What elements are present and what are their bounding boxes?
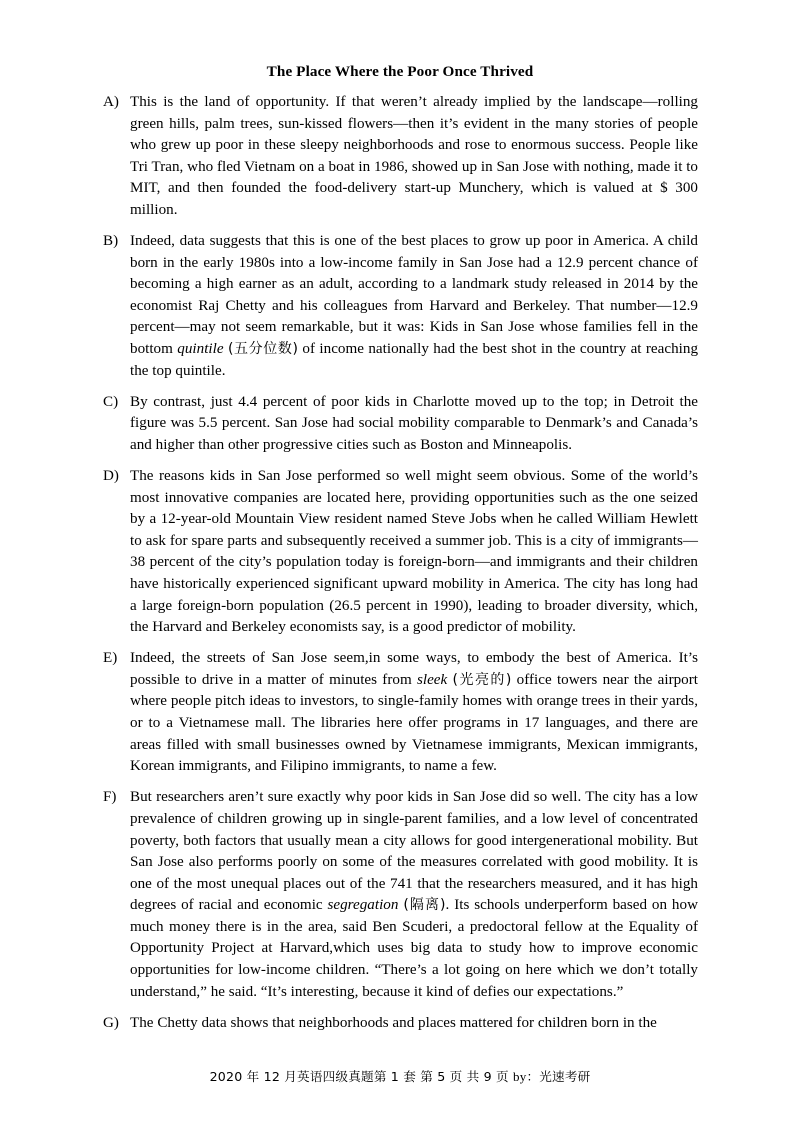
paragraph-label-b: B) <box>103 233 119 250</box>
chinese-gloss-segregation: (隔离) <box>403 897 446 914</box>
paragraph-text-e <box>130 648 698 778</box>
paragraph-text-d: The reasons kids in San Jose performed so well might seem obvious. Some of the world’s most innovative companies are located here, providing opportunities such as the one seized by a 12-year-old Mountain View resident named Steve Jobs when he called William Hewlett to ask for spare parts and subsequently received a summer job. This is a city of immigrants—38 percent of the city’s population today is foreign-born—and immigrants and their children have historically experienced significant upward mobility in America. The city has long had a large foreign-born population (26.5 percent in 1990), leading to broader diversity, which, the Harvard and Berkeley economists say, is a good predictor of mobility. <box>130 468 698 636</box>
page-title: The Place Where the Poor Once Thrived <box>266 63 534 80</box>
paragraph-b-text-after: of income nationally had the best shot in the country at reaching the top quintile. <box>130 341 699 379</box>
passage-paragraph-c <box>103 392 698 457</box>
paragraph-f-text-before: But researchers aren’t sure exactly why poor kids in San Jose did so well. The city has a low prevalence of children growing up in single-parent families, and a low level of concentrated poverty, both factors that usually mean a city allows for good intergenerational mobility. But San Jose also performs poorly on some of the measures correlated with good mobility. It is one of the most unequal places out of the 741 that the researchers measured, and it has high degrees of racial and economic <box>130 789 698 914</box>
paragraph-text-c: By contrast, just 4.4 percent of poor kids in Charlotte moved up to the top; in Detroit the figure was 5.5 percent. San Jose had social mobility comparable to Denmark’s and Canada’s and higher than other progressive cities such as Boston and Minneapolis. <box>130 393 698 453</box>
paragraph-b-text-before: Indeed, data suggests that this is one of the best places to grow up poor in America. A child born in the early 1980s into a low-income family in San Jose had a 12.9 percent chance of becoming a high earner as an adult, according to a landmark study released in 2014 by the economist Raj Chetty and his colleagues from Harvard and Berkeley. That number—12.9 percent—may not seem remarkable, but it was: Kids in San Jose whose families fell in the bottom <box>130 233 698 358</box>
paragraph-text-b <box>130 231 698 382</box>
paragraph-label-e: E) <box>103 650 118 667</box>
passage-body <box>103 92 698 1034</box>
paragraph-label-c: C) <box>103 393 119 410</box>
paragraph-f-text-after: . Its schools underperform based on how much money there is in the area, said Ben Scuderi, a predoctoral fellow at the Equality of Opportunity Project at Harvard,which uses big data to study how to improve economic opportunities for low-income children. “There’s a lot going on here which we don’t totally understand,” he said. “It’s interesting, because it kind of defies our expectations.” <box>130 897 698 1000</box>
paragraph-text-a: This is the land of opportunity. If that weren’t already implied by the landscape—rolling green hills, palm trees, sun-kissed flowers—then it’s evident in the many stories of people who grew up poor in these sleepy neighborhoods and rose to enormous success. People like Tri Tran, who fled Vietnam on a boat in 1986, showed up in San Jose with nothing, made it to MIT, and then founded the food-delivery start-up Munchery, which is valued at $ 300 million. <box>130 94 698 218</box>
paragraph-label-f: F) <box>103 789 117 806</box>
paragraph-label-a: A) <box>103 94 119 110</box>
paragraph-text-g: The Chetty data shows that neighborhoods and places mattered for children born in the <box>130 1014 657 1031</box>
passage-paragraph-g <box>103 1013 698 1035</box>
footer-exam-info: 2020 年 12 月英语四级真题第 1 套 第 5 页 共 9 页 <box>209 1069 514 1084</box>
chinese-gloss-quintile: (五分位数) <box>227 341 299 358</box>
paragraph-e-text-after: office towers near the airport where people pitch ideas to investors, to single-family homes with orange trees in their yards, or to a Vietnamese mall. The libraries here offer programs in 17 languages, and there are areas filled with small businesses owned by Vietnamese immigrants, Mexican immigrants, Korean immigrants, and Filipino immigrants, to name a few. <box>130 671 699 775</box>
paragraph-label-d: D) <box>103 468 119 484</box>
passage-paragraph-e <box>103 648 698 778</box>
glossed-word-sleek: sleek <box>416 671 448 688</box>
glossed-word-quintile: quintile <box>177 341 224 358</box>
passage-paragraph-d <box>103 466 698 639</box>
paragraph-e-text-before: Indeed, the streets of San Jose seem,in some ways, to embody the best of America. It’s possible to drive in a matter of minutes from <box>130 650 698 688</box>
passage-paragraph-b <box>103 231 698 382</box>
paragraph-text-f <box>130 787 698 1003</box>
page-footer <box>0 1068 800 1086</box>
footer-credit: ：光速考研 <box>526 1069 591 1084</box>
chinese-gloss-sleek: (光亮的) <box>452 671 512 688</box>
paragraph-label-g: G) <box>103 1014 119 1031</box>
footer-by-label: by <box>513 1069 527 1084</box>
glossed-word-segregation: segregation <box>327 897 399 914</box>
passage-paragraph-a <box>103 92 698 222</box>
passage-paragraph-f <box>103 787 698 1003</box>
